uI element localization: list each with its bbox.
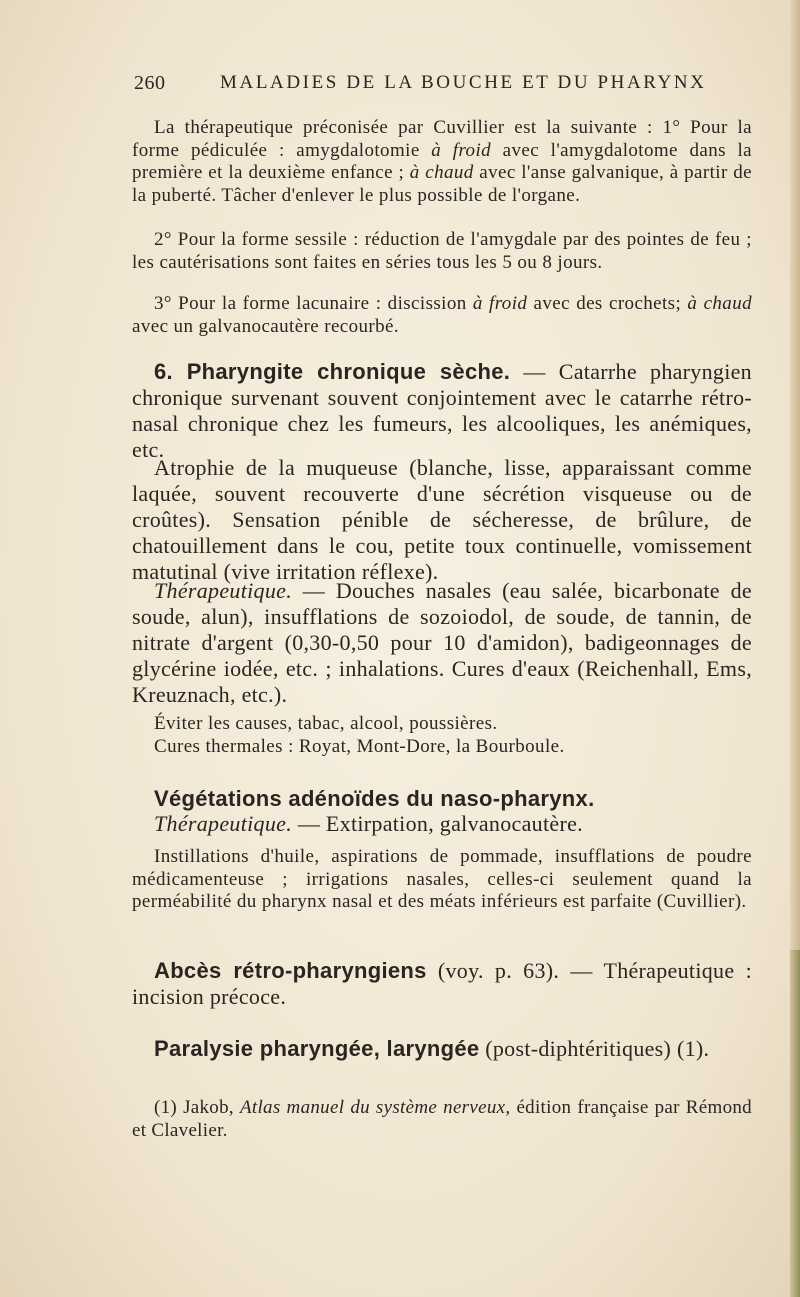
abces-heading: Abcès rétro-pharyngiens — [154, 958, 427, 983]
paralysie-paragraph: Paralysie pharyngée, laryngée (post-diphtéritiques) (1). — [154, 1036, 710, 1061]
emphasis-froid: à froid — [431, 139, 492, 161]
vegetations-instillations: Instillations d'huile, aspirations de pommade, insufflations de poudre médicamenteuse ; irrigations nasales, celles-ci seulement quand la perméabilité du pharynx nasal et des méats inférieurs est parfaite (Cuvillier). — [132, 846, 752, 913]
therapy-label-2: Thérapeutique. — [154, 811, 293, 836]
therapy-label: Thérapeutique. — [154, 578, 293, 603]
therapy-paragraph-3: 3° Pour la forme lacunaire : discission à froid avec des crochets; à chaud avec un galvanocautère recourbé. — [132, 293, 753, 337]
avoid-causes: Éviter les causes, tabac, alcool, poussières. — [154, 713, 498, 734]
footnote: (1) Jakob, Atlas manuel du système nerveux, édition française par Rémond et Clavelier. — [132, 1097, 752, 1141]
pharyngite-paragraph: 6. Pharyngite chronique sèche. — Catarrhe pharyngien chronique survenant souvent conjointement avec le catarrhe rétro-nasal chronique chez les fumeurs, les alcooliques, les anémiques, etc. — [132, 359, 752, 462]
vegetations-therapy: Thérapeutique. — Extirpation, galvanocautère. — [154, 811, 583, 836]
therapy-paragraph-1: La thérapeutique préconisée par Cuvillier est la suivante : 1° Pour la forme pédiculée : amygdalotomie à froid avec l'amygdalotome dans la première et la deuxième enfance ; à chaud avec l'anse galvanique, à partir de la puberté. Tâcher d'enlever le plus possible de l'organe. — [132, 117, 753, 206]
therapy-paragraph-2: 2° Pour la forme sessile : réduction de l'amygdale par des pointes de feu ; les cautérisations sont faites en séries tous les 5 ou 8 jours. — [132, 229, 752, 273]
emphasis-froid-2: à froid — [472, 293, 528, 314]
emphasis-chaud-2: à chaud — [687, 293, 753, 314]
pharyngite-heading: 6. Pharyngite chronique sèche. — [154, 359, 511, 384]
pharyngite-symptoms: Atrophie de la muqueuse (blanche, lisse, apparaissant comme laquée, souvent recouverte d'une sécrétion visqueuse ou de croûtes). Sensation pénible de sécheresse, de brûlure, de chatouillement dans le cou, petite toux continuelle, vomissement matutinal (vive irritation réflexe). — [132, 455, 752, 584]
emphasis-chaud: à chaud — [409, 162, 474, 184]
page-number: 260 — [134, 72, 166, 94]
pharyngite-therapy: Thérapeutique. — Douches nasales (eau salée, bicarbonate de soude, alun), insufflations de sozoiodol, de soude, de tannin, de nitrate d'argent (0,30-0,50 pour 10 d'amidon), badigeonnages de glycérine iodée, etc. ; inhalations. Cures d'eaux (Reichenhall, Ems, Kreuznach, etc.). — [132, 578, 752, 707]
vegetations-heading: Végétations adénoïdes du naso-pharynx. — [154, 786, 595, 811]
running-title: MALADIES DE LA BOUCHE ET DU PHARYNX — [220, 72, 707, 93]
page-header — [134, 72, 754, 102]
footnote-title: Atlas manuel du système nerveux, — [239, 1097, 511, 1118]
abces-paragraph: Abcès rétro-pharyngiens (voy. p. 63). — Thérapeutique : incision précoce. — [132, 958, 752, 1009]
thermal-cures: Cures thermales : Royat, Mont-Dore, la Bourboule. — [154, 736, 565, 757]
page-edge-shadow — [790, 950, 800, 1297]
paralysie-heading: Paralysie pharyngée, laryngée — [154, 1036, 480, 1061]
